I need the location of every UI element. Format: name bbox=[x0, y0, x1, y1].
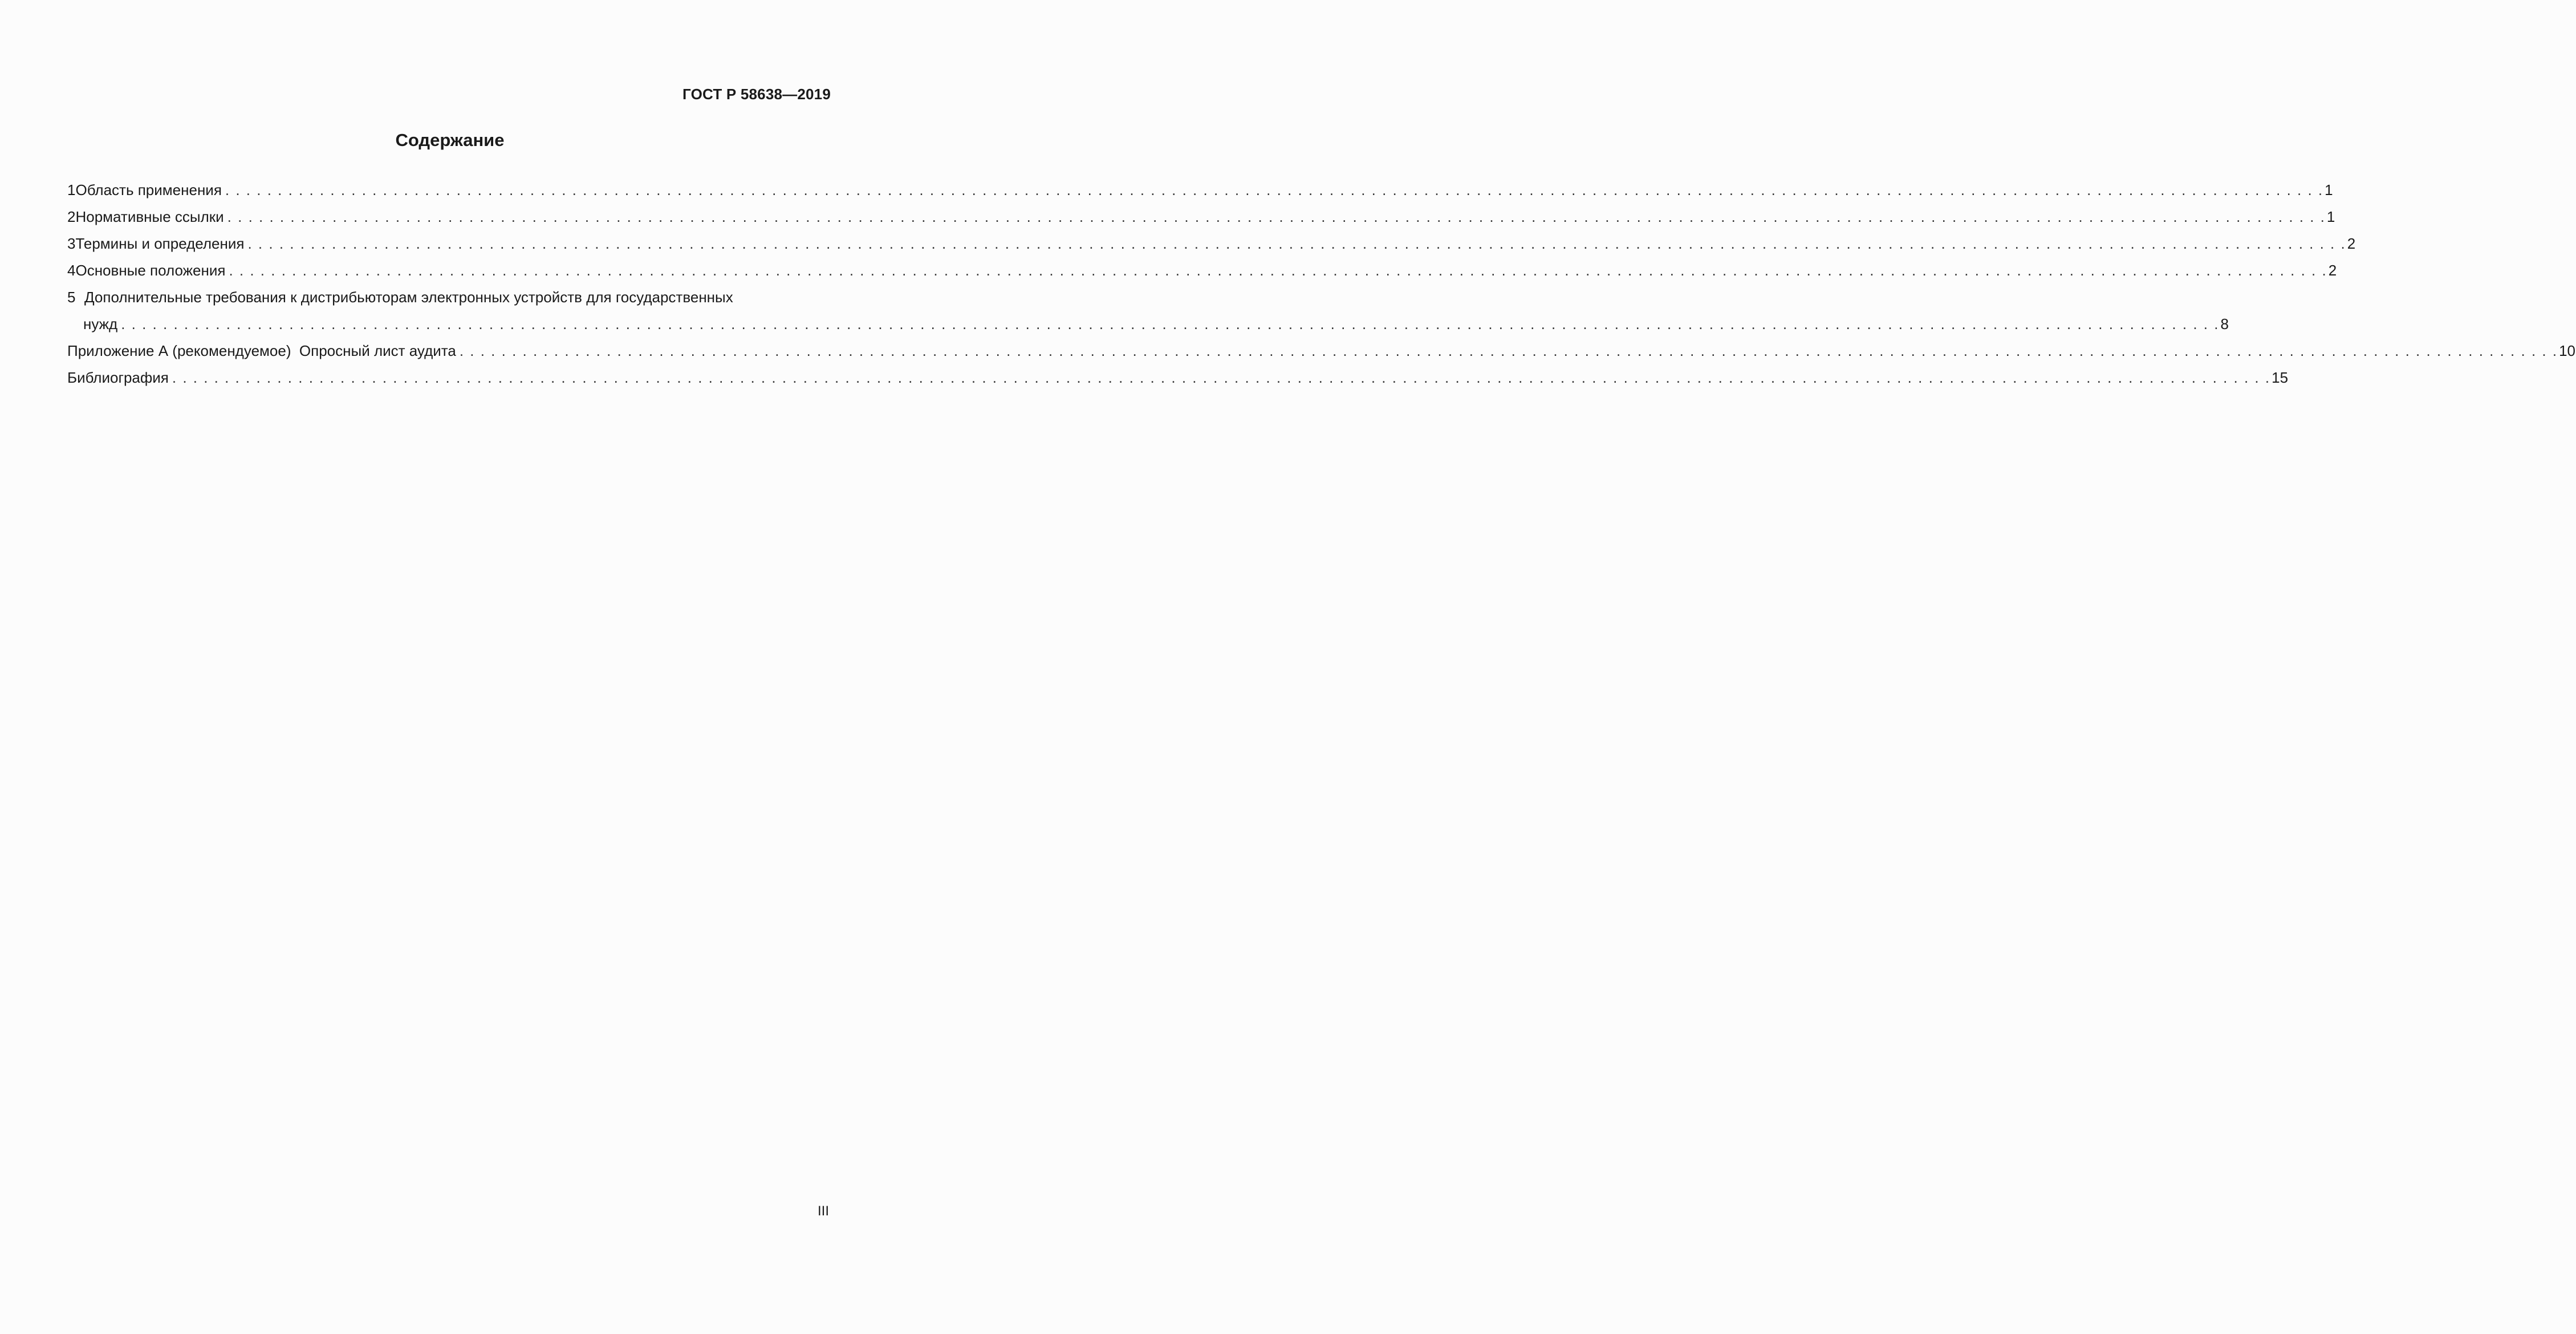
toc-item-number: 5 bbox=[67, 289, 76, 306]
dot-leader: . . . . . . . . . . . . . . . . . . . . . . . . . . . . . . . . . . . . . . . . . . . . . . . . . . . . . . . . . . . . . . . . . . . . . . . . . . . . . . . . . . . . . . . . . . . . . . . . . . . . . . . . . . . . . . . . . . . . . . . . . . . . . . . . . . . . . . . . . . . . . . . . . . . . . . . . . . . . . . . . . . . . . . . . . . . . . . . . . . . . . . . . . . . . . . . . . . . . . . . . bbox=[247, 235, 2346, 252]
toc-item-additional-requirements-continued[interactable] bbox=[67, 311, 2229, 338]
dot-leader: . . . . . . . . . . . . . . . . . . . . . . . . . . . . . . . . . . . . . . . . . . . . . . . . . . . . . . . . . . . . . . . . . . . . . . . . . . . . . . . . . . . . . . . . . . . . . . . . . . . . . . . . . . . . . . . . . . . . . . . . . . . . . . . . . . . . . . . . . . . . . . . . . . . . . . . . . . . . . . . . . . . . . . . . . . . . . . . . . . . . . . . . . . . . . . . . . . . . . . . . bbox=[172, 369, 2271, 386]
toc-item-title: Основные положения bbox=[75, 262, 226, 279]
toc-item-page: 15 bbox=[2272, 369, 2289, 386]
table-of-contents bbox=[67, 177, 2575, 391]
toc-item-title: Библиография bbox=[67, 369, 169, 386]
toc-item-title: Термины и определения bbox=[75, 235, 245, 252]
toc-item-number: 1 bbox=[67, 181, 76, 198]
toc-item-additional-requirements[interactable] bbox=[67, 284, 830, 311]
toc-item-title: Область применения bbox=[75, 181, 222, 198]
toc-item-title: Приложение А (рекомендуемое) Опросный лист аудита bbox=[67, 342, 456, 359]
toc-item-bibliography[interactable] bbox=[67, 364, 2289, 391]
toc-title: Содержание bbox=[395, 130, 505, 150]
toc-item-number: 2 bbox=[67, 208, 76, 225]
document-code: ГОСТ Р 58638—2019 bbox=[682, 86, 831, 103]
toc-item-title-continuation: нужд bbox=[83, 315, 118, 333]
toc-item-page: 1 bbox=[2325, 181, 2333, 198]
toc-item-appendix-a[interactable] bbox=[67, 338, 2575, 364]
toc-item-title: Нормативные ссылки bbox=[75, 208, 224, 225]
dot-leader: . . . . . . . . . . . . . . . . . . . . . . . . . . . . . . . . . . . . . . . . . . . . . . . . . . . . . . . . . . . . . . . . . . . . . . . . . . . . . . . . . . . . . . . . . . . . . . . . . . . . . . . . . . . . . . . . . . . . . . . . . . . . . . . . . . . . . . . . . . . . . . . . . . . . . . . . . . . . . . . . . . . . . . . . . . . . . . . . . . . . . . . . . . . . . . . . . . . . . . . . bbox=[227, 208, 2326, 225]
toc-item-page: 2 bbox=[2328, 262, 2337, 279]
toc-item-number: 4 bbox=[67, 262, 76, 279]
dot-leader: . . . . . . . . . . . . . . . . . . . . . . . . . . . . . . . . . . . . . . . . . . . . . . . . . . . . . . . . . . . . . . . . . . . . . . . . . . . . . . . . . . . . . . . . . . . . . . . . . . . . . . . . . . . . . . . . . . . . . . . . . . . . . . . . . . . . . . . . . . . . . . . . . . . . . . . . . . . . . . . . . . . . . . . . . . . . . . . . . . . . . . . . . . . . . . . . . . . . . . . . bbox=[121, 315, 2220, 333]
dot-leader: . . . . . . . . . . . . . . . . . . . . . . . . . . . . . . . . . . . . . . . . . . . . . . . . . . . . . . . . . . . . . . . . . . . . . . . . . . . . . . . . . . . . . . . . . . . . . . . . . . . . . . . . . . . . . . . . . . . . . . . . . . . . . . . . . . . . . . . . . . . . . . . . . . . . . . . . . . . . . . . . . . . . . . . . . . . . . . . . . . . . . . . . . . . . . . . . . . . . . . . . bbox=[459, 342, 2558, 359]
dot-leader: . . . . . . . . . . . . . . . . . . . . . . . . . . . . . . . . . . . . . . . . . . . . . . . . . . . . . . . . . . . . . . . . . . . . . . . . . . . . . . . . . . . . . . . . . . . . . . . . . . . . . . . . . . . . . . . . . . . . . . . . . . . . . . . . . . . . . . . . . . . . . . . . . . . . . . . . . . . . . . . . . . . . . . . . . . . . . . . . . . . . . . . . . . . . . . . . . . . . . . . . bbox=[229, 262, 2327, 279]
toc-item-page: 8 bbox=[2220, 315, 2229, 333]
toc-item-page: 2 bbox=[2347, 235, 2356, 252]
toc-item-page: 1 bbox=[2326, 208, 2335, 225]
toc-item-terms[interactable] bbox=[67, 230, 2356, 257]
toc-item-title: Дополнительные требования к дистрибьюторам электронных устройств для государственных bbox=[84, 289, 733, 306]
dot-leader: . . . . . . . . . . . . . . . . . . . . . . . . . . . . . . . . . . . . . . . . . . . . . . . . . . . . . . . . . . . . . . . . . . . . . . . . . . . . . . . . . . . . . . . . . . . . . . . . . . . . . . . . . . . . . . . . . . . . . . . . . . . . . . . . . . . . . . . . . . . . . . . . . . . . . . . . . . . . . . . . . . . . . . . . . . . . . . . . . . . . . . . . . . . . . . . . . . . . . . . . bbox=[225, 181, 2324, 198]
toc-item-normative-references[interactable] bbox=[67, 204, 2335, 230]
toc-item-basic-provisions[interactable] bbox=[67, 257, 2337, 284]
toc-item-page: 10 bbox=[2559, 342, 2575, 359]
page-number: III bbox=[817, 1203, 829, 1219]
toc-item-number: 3 bbox=[67, 235, 76, 252]
toc-item-scope[interactable] bbox=[67, 177, 2333, 204]
